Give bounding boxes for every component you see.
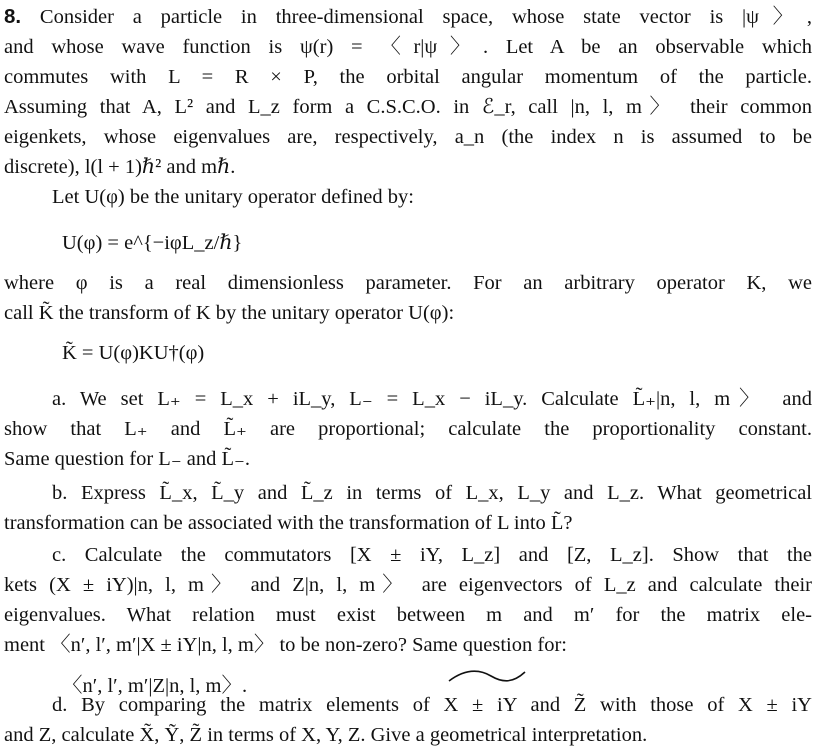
part-d-line-1: d. By comparing the matrix elements of X ± iY and Z̃ with those of X ± iY	[52, 694, 812, 716]
text-line-2: and whose wave function is ψ(r) = 〈r|ψ〉. Let A be an observable which	[4, 36, 812, 58]
part-a-line-2: show that L₊ and L̃₊ are proportional; calculate the proportionality constant.	[4, 418, 812, 440]
part-c-line-4: ment 〈n′, l′, m′|X ± iY|n, l, m〉 to be non-zero? Same question for:	[4, 634, 567, 656]
text-line-5: eigenkets, whose eigenvalues are, respectively, a_n (the index n is assumed to be	[4, 126, 812, 148]
part-a-line-1: a. We set L₊ = L_x + iL_y, L₋ = L_x − iL_y. Calculate L̃₊|n, l, m〉 and	[52, 388, 812, 410]
text-line-6: discrete), l(l + 1)ℏ² and mℏ.	[4, 156, 236, 178]
part-c-line-1: c. Calculate the commutators [X ± iY, L_z] and [Z, L_z]. Show that the	[52, 544, 812, 566]
part-b-line-2: transformation can be associated with the transformation of L into L̃?	[4, 512, 573, 534]
part-b-line-1: b. Express L̃_x, L̃_y and L̃_z in terms of L_x, L_y and L_z. What geometrical	[52, 482, 812, 504]
problem-number: 8.	[4, 5, 22, 28]
equation-unitary: U(φ) = e^{−iφL_z/ℏ}	[62, 232, 243, 254]
part-c-line-3: eigenvalues. What relation must exist between m and m′ for the matrix ele-	[4, 604, 812, 626]
equation-transform: K̃ = U(φ)KU†(φ)	[62, 342, 205, 364]
text-line-3: commutes with L = R × P, the orbital angular momentum of the particle.	[4, 66, 812, 88]
part-d-line-2: and Z, calculate X̃, Ỹ, Z̃ in terms of X, Y, Z. Give a geometrical interpretation.	[4, 724, 648, 746]
text-line-1: 8. Consider a particle in three-dimensional space, whose state vector is |ψ〉,	[4, 5, 812, 28]
matrix-element-z: 〈n′, l′, m′|Z|n, l, m〉.	[62, 675, 248, 697]
text-line-7: Let U(φ) be the unitary operator defined by:	[52, 186, 414, 208]
part-a-line-3: Same question for L₋ and L̃₋.	[4, 448, 250, 470]
text-line-4: Assuming that A, L² and L_z form a C.S.C.O. in ℰ_r, call |n, l, m〉 their common	[4, 96, 812, 118]
text-line-9: where φ is a real dimensionless parameter. For an arbitrary operator K, we	[4, 272, 812, 294]
text-line-10: call K̃ the transform of K by the unitary operator U(φ):	[4, 302, 455, 324]
wide-tilde-accent	[447, 669, 527, 683]
part-c-line-2: kets (X ± iY)|n, l, m〉 and Z|n, l, m〉 are eigenvectors of L_z and calculate their	[4, 574, 812, 596]
